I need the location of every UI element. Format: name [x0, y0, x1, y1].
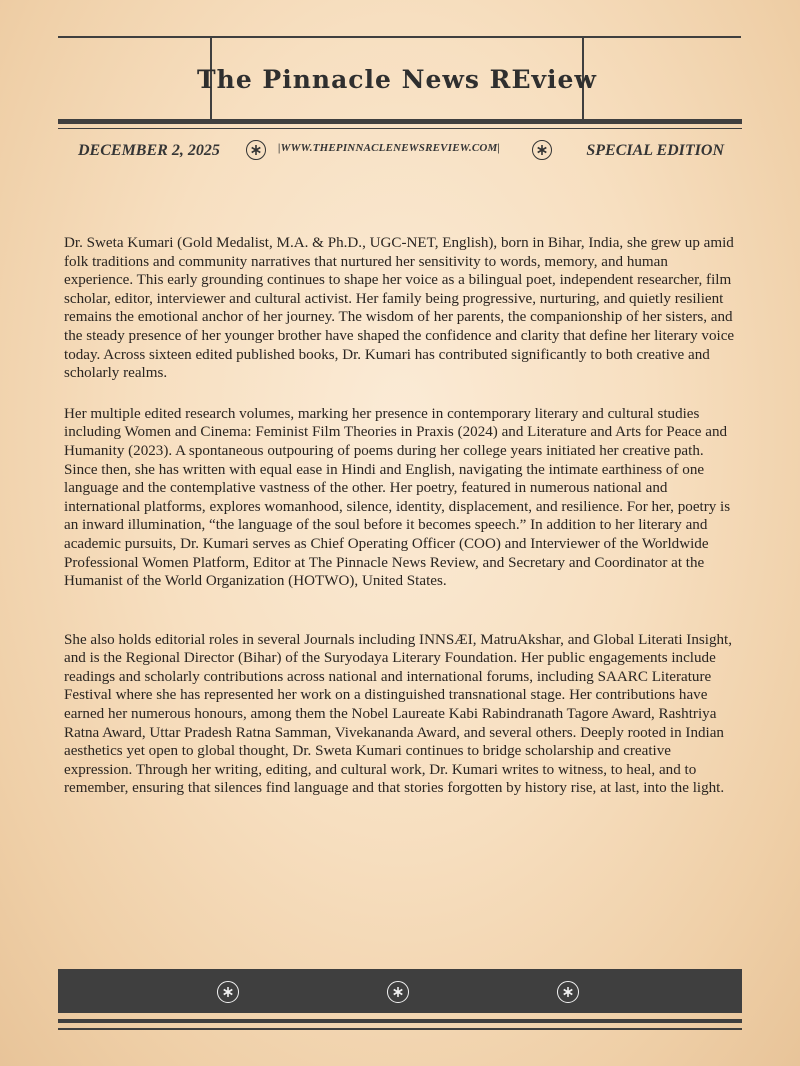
issue-date: DECEMBER 2, 2025 — [78, 142, 220, 159]
asterisk-circle-icon — [387, 981, 409, 1003]
asterisk-circle-icon — [246, 140, 266, 160]
footer-thick-rule — [58, 1019, 742, 1023]
masthead-title: The Pinnacle News REview — [197, 64, 597, 94]
article-paragraph: Dr. Sweta Kumari (Gold Medalist, M.A. & Ph.D., UGC-NET, English), born in Bihar, India, she grew up amid folk traditions and community narratives that nurtured her sensitivity to words, memory, and human experience. This early grounding continues to shape her voice as a bilingual poet, independent researcher, film scholar, editor, interviewer and cultural activist. Her family being progressive, nurturing, and quietly resilient remains the emotional anchor of her journey. The wisdom of her parents, the companionship of her sisters, and the steady presence of her younger brother have shaped the confidence and clarity that define her literary voice today. Across sixteen edited published books, Dr. Kumari has contributed significantly to both creative and scholarly realms. — [64, 235, 735, 382]
website-url[interactable]: |WWW.THEPINNACLENEWSREVIEW.COM| — [278, 142, 501, 154]
masthead-box — [197, 37, 597, 119]
article-paragraph: She also holds editorial roles in several Journals including INNSÆI, MatruAkshar, and Global Literati Insight, and is the Regional Director (Bihar) of the Suryodaya Literary Foundation. Her public engagements include readings and scholarly contributions across national and international forums, including SAARC Literature Festival where she has represented her work on a distinguished transnational stage. Her contributions have earned her numerous honours, among them the Nobel Laureate Kabi Rabindranath Tagore Award, Rashtriya Ratna Award, Uttar Pradesh Ratna Samman, Vivekananda Award, and several others. Deeply rooted in Indian aesthetics yet open to global thought, Dr. Sweta Kumari continues to bridge scholarship and creative expression. Through her writing, editing, and cultural work, Dr. Kumari writes to witness, to heal, and to remember, ensuring that silences find language and that stories forgotten by history rise, at last, into the light. — [64, 631, 733, 797]
masthead-thin-rule — [58, 128, 742, 129]
footer-bar — [58, 969, 742, 1013]
article-paragraph: Her multiple edited research volumes, marking her presence in contemporary literary and cultural studies including Women and Cinema: Feminist Film Theories in Praxis (2024) and Literature and Arts for Peace and Humanity (2023). A spontaneous outpouring of poems during her college years initiated her creative path. Since then, she has written with equal ease in Hindi and English, navigating the intimate earthiness of one language and the contemplative vastness of the other. Her poetry, featured in numerous national and international platforms, explores womanhood, silence, identity, displacement, and resilience. For her, poetry is an inward illumination, “the language of the soul before it becomes speech.” In addition to her literary and academic pursuits, Dr. Kumari serves as Chief Operating Officer (COO) and Interviewer of the Worldwide Professional Women Platform, Editor at The Pinnacle News Review, and Secretary and Coordinator at the Humanist of the World Organization (HOTWO), United States. — [64, 405, 731, 590]
footer-thin-rule — [58, 1028, 742, 1030]
asterisk-circle-icon — [217, 981, 239, 1003]
article-body — [64, 234, 739, 798]
asterisk-circle-icon — [557, 981, 579, 1003]
asterisk-circle-icon — [532, 140, 552, 160]
edition-label: SPECIAL EDITION — [586, 142, 724, 159]
dateline — [58, 136, 742, 166]
masthead-thick-rule — [58, 119, 742, 124]
